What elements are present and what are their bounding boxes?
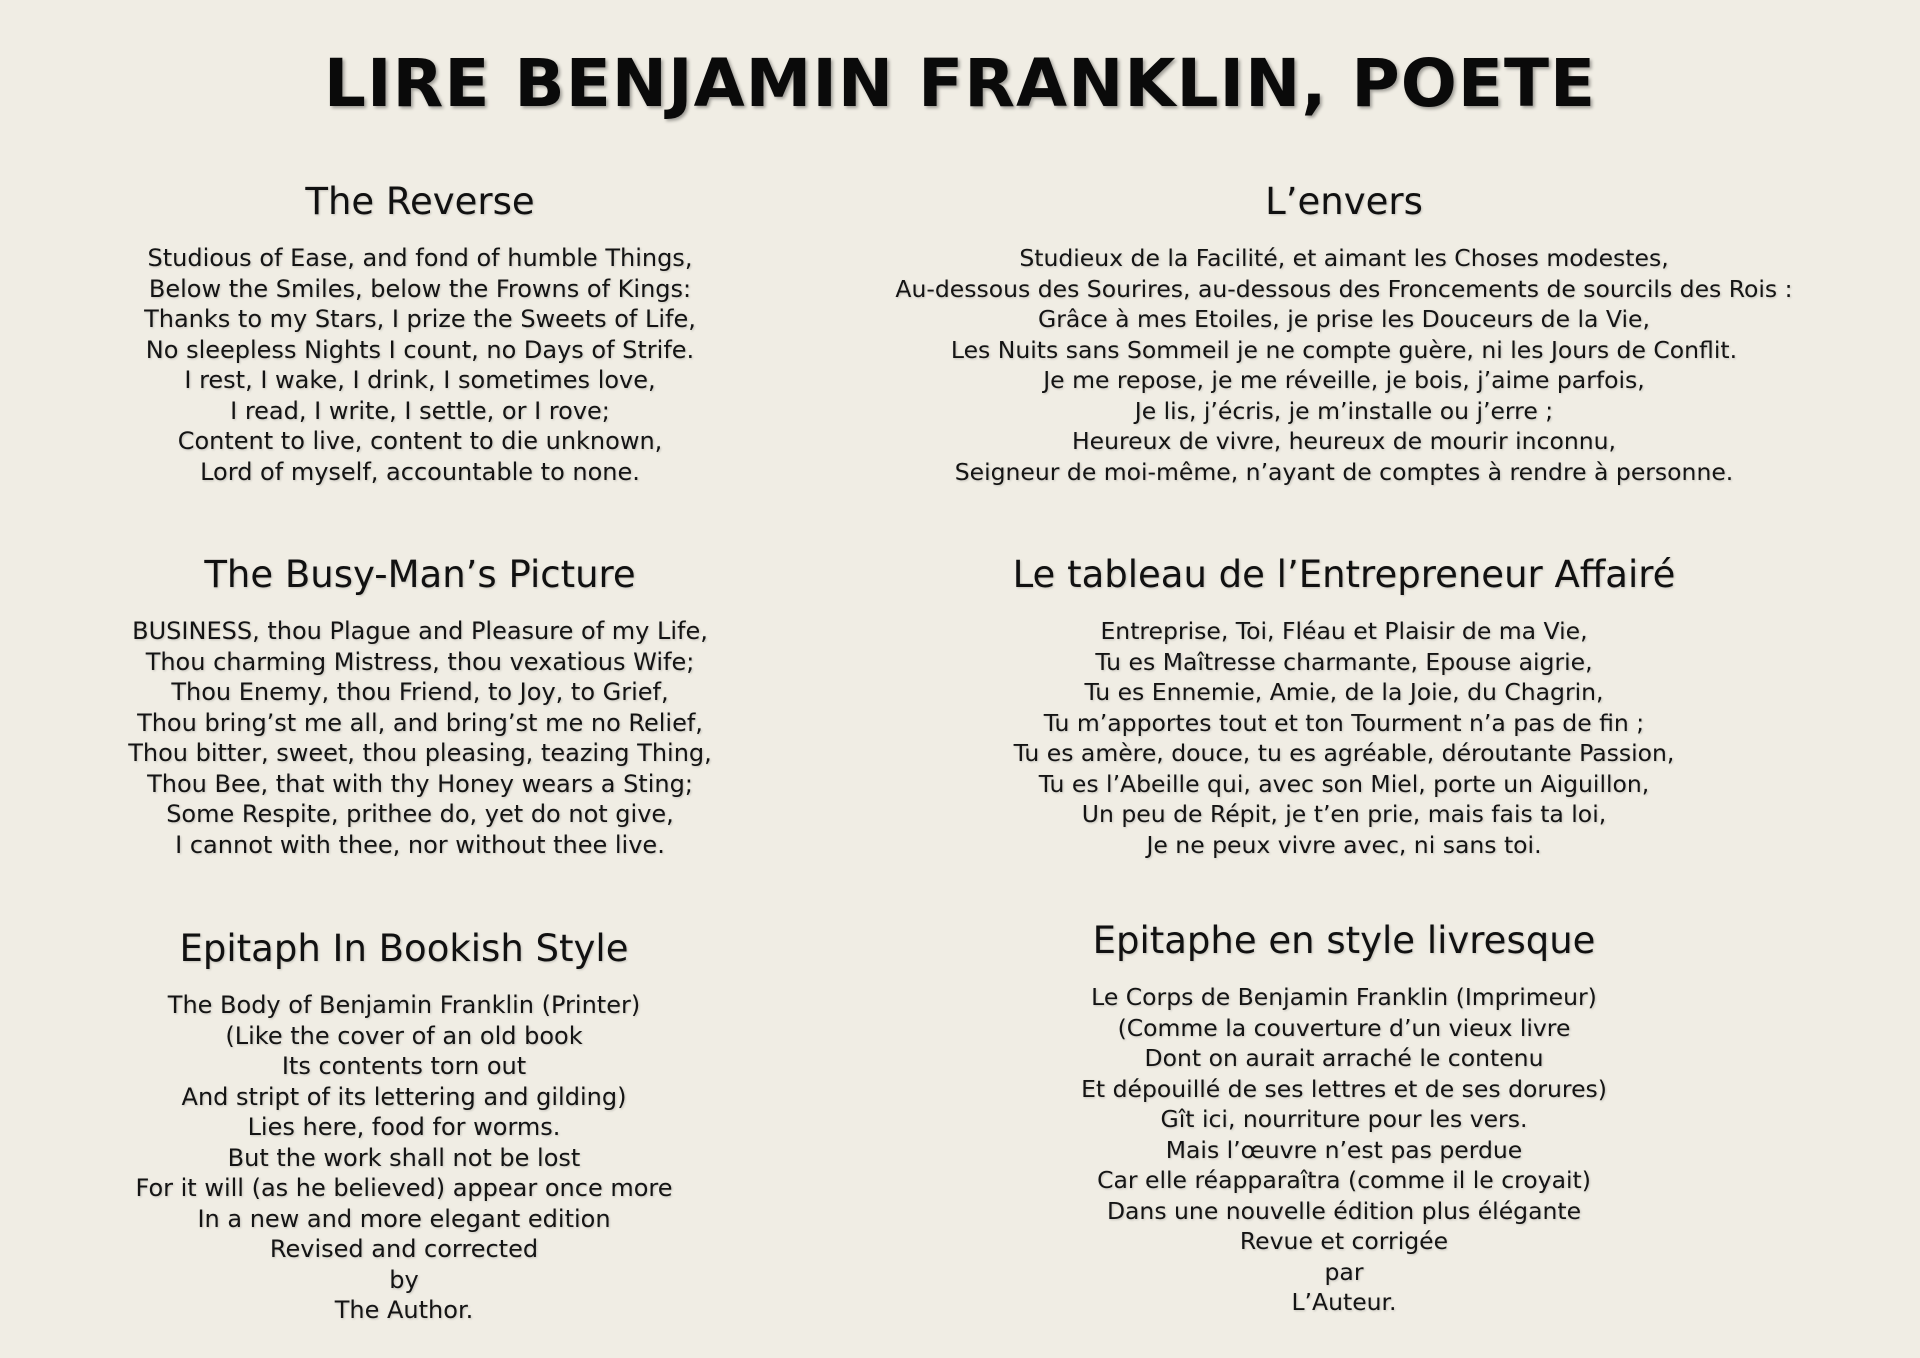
poem-busy-man-french (844, 550, 1844, 860)
poem-line: (Comme la couverture d’un vieux livre (1117, 1013, 1571, 1042)
poem-line: Je me repose, je me réveille, je bois, j’aime parfois, (1043, 366, 1645, 394)
poem-line: Un peu de Répit, je t’en prie, mais fais ta loi, (1081, 800, 1607, 828)
poem-reverse-french (844, 177, 1844, 487)
poem-busy-man-english (40, 550, 800, 860)
poem-line: Thou charming Mistress, thou vexatious Wife; (145, 647, 695, 676)
poem-line: Revised and corrected (269, 1235, 539, 1263)
poem-reverse-english (40, 177, 800, 487)
poem-title: Le tableau de l’Entrepreneur Affairé (1012, 553, 1676, 596)
poem-line: I cannot with thee, nor without thee live. (175, 830, 665, 859)
poem-epitaph-french (844, 916, 1844, 1318)
poem-title: Epitaph In Bookish Style (179, 927, 629, 970)
poem-line: Lies here, food for worms. (247, 1113, 561, 1141)
poem-line: Revue et corrigée (1239, 1227, 1449, 1255)
poem-line: BUSINESS, thou Plague and Pleasure of my Life, (132, 617, 708, 645)
poem-line: Car elle réapparaîtra (comme il le croyait) (1097, 1166, 1591, 1194)
poem-lines (844, 243, 1844, 487)
poem-title: The Reverse (305, 180, 535, 223)
poem-line: by (389, 1265, 419, 1294)
poem-line: Les Nuits sans Sommeil je ne compte guère, ni les Jours de Conflit. (950, 335, 1738, 364)
poem-title: Epitaphe en style livresque (1092, 919, 1596, 962)
poem-title: The Busy-Man’s Picture (204, 553, 636, 596)
poem-line: Entreprise, Toi, Fléau et Plaisir de ma Vie, (1100, 617, 1588, 645)
poem-line: No sleepless Nights I count, no Days of Strife. (145, 335, 695, 364)
poem-line: Tu m’apportes tout et ton Tourment n’a pas de fin ; (1043, 708, 1645, 737)
poem-line: Below the Smiles, below the Frowns of Kings: (148, 274, 692, 303)
poem-line: Je lis, j’écris, je m’installe ou j’erre ; (1134, 396, 1554, 425)
poem-line: Dont on aurait arraché le contenu (1144, 1044, 1544, 1072)
poem-line: Tu es Ennemie, Amie, de la Joie, du Chagrin, (1084, 678, 1604, 706)
poem-line: And stript of its lettering and gilding) (181, 1082, 627, 1111)
poem-line: Content to live, content to die unknown, (177, 427, 663, 455)
poem-line: Thou bring’st me all, and bring’st me no Relief, (137, 708, 703, 737)
poem-line: Thou bitter, sweet, thou pleasing, teazing Thing, (128, 739, 712, 767)
poem-line: Thou Enemy, thou Friend, to Joy, to Grief, (171, 678, 669, 706)
poem-line: Thou Bee, that with thy Honey wears a Sting; (147, 769, 693, 798)
poem-line: Its contents torn out (281, 1052, 527, 1080)
poem-line: But the work shall not be lost (227, 1143, 581, 1172)
poem-line: Heureux de vivre, heureux de mourir inconnu, (1072, 427, 1616, 455)
poem-line: Tu es amère, douce, tu es agréable, déroutante Passion, (1013, 739, 1675, 767)
poem-line: The Body of Benjamin Franklin (Printer) (167, 991, 641, 1019)
poem-line: par (1324, 1257, 1364, 1286)
poem-line: Tu es Maîtresse charmante, Epouse aigrie, (1095, 647, 1593, 676)
page-title: LIRE BENJAMIN FRANKLIN, POETE (323, 45, 1597, 122)
poem-line: Mais l’œuvre n’est pas perdue (1165, 1135, 1523, 1164)
poem-line: For it will (as he believed) appear once more (135, 1174, 673, 1202)
poem-lines (844, 982, 1844, 1318)
poem-line: Et dépouillé de ses lettres et de ses dorures) (1081, 1074, 1607, 1103)
poem-line: Au-dessous des Sourires, au-dessous des Froncements de sourcils des Rois : (895, 274, 1793, 303)
poem-line: The Author. (334, 1296, 474, 1324)
poem-line: Studious of Ease, and fond of humble Things, (147, 244, 693, 272)
poem-line: Tu es l’Abeille qui, avec son Miel, porte un Aiguillon, (1038, 769, 1650, 798)
poem-line: Je ne peux vivre avec, ni sans toi. (1146, 830, 1542, 859)
poem-lines (24, 990, 784, 1326)
poem-line: Studieux de la Facilité, et aimant les Choses modestes, (1019, 244, 1669, 272)
poem-line: In a new and more elegant edition (197, 1204, 611, 1233)
poem-line: I rest, I wake, I drink, I sometimes love, (184, 366, 656, 394)
poem-line: Le Corps de Benjamin Franklin (Imprimeur) (1091, 983, 1597, 1011)
poem-line: Lord of myself, accountable to none. (200, 457, 640, 486)
poem-lines (844, 616, 1844, 860)
poem-title: L’envers (1265, 180, 1423, 223)
poem-line: I read, I write, I settle, or I rove; (230, 396, 610, 425)
poem-line: Gît ici, nourriture pour les vers. (1160, 1105, 1528, 1133)
poem-line: L’Auteur. (1291, 1288, 1397, 1316)
poem-line: Thanks to my Stars, I prize the Sweets of Life, (144, 305, 696, 333)
poem-line: Grâce à mes Etoiles, je prise les Douceurs de la Vie, (1038, 305, 1650, 333)
poem-lines (40, 616, 800, 860)
poem-line: Some Respite, prithee do, yet do not give, (166, 800, 674, 828)
poem-line: Seigneur de moi-même, n’ayant de comptes à rendre à personne. (954, 457, 1734, 486)
poem-line: (Like the cover of an old book (225, 1021, 583, 1050)
poem-line: Dans une nouvelle édition plus élégante (1106, 1196, 1582, 1225)
poem-lines (40, 243, 800, 487)
poem-epitaph-english (24, 924, 784, 1326)
